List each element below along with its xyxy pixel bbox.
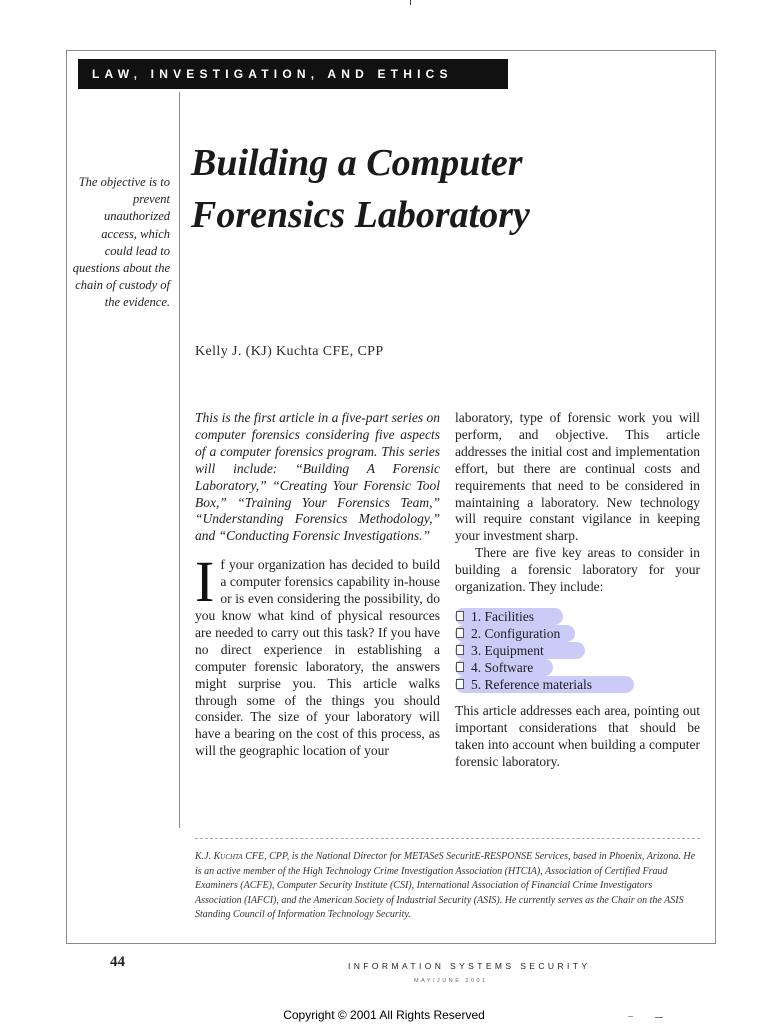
- body-left-text: f your organization has decided to build a computer forensics capability in-house or is even considering the possibility, do you know what kind of physical resources are needed to carry out this task? If you have no direct experience in establishing a computer forensic laboratory, the answers might surprise you. This article walks through some of the things you should consider. The size of your laboratory will have a bearing on the cost of this process, as will the geographic location of your: [195, 557, 440, 759]
- bio-text: CFE, CPP, is the National Director for METASeS SecuritE-RESPONSE Services, based in Phoenix, Arizona. He is an active member of the High Technology Crime Investigation Association (HTCIA), Association of Certified Fraud Examiners (ACFE), Computer Security Institute (CSI), International Association of Financial Crime Investigators Association (IAFCI), and the American Society of Industrial Security (ASIS). He currently serves as the Chair on the ASIS Standing Council of Information Technology Security.: [195, 851, 696, 920]
- journal-name: INFORMATION SYSTEMS SECURITY: [348, 961, 591, 971]
- body-paragraph-left: [195, 549, 440, 760]
- list-item-label: 3. Equipment: [471, 642, 544, 658]
- list-item: [455, 625, 700, 642]
- author-bio: [195, 850, 700, 923]
- list-item: [455, 642, 700, 659]
- key-areas-list: [455, 608, 700, 693]
- bio-divider: [195, 838, 700, 839]
- drop-cap: I: [195, 549, 215, 615]
- checkbox-icon: [456, 611, 464, 621]
- checkbox-icon: [456, 679, 464, 689]
- checkbox-icon: [456, 662, 464, 672]
- copyright-notice: Copyright © 2001 All Rights Reserved: [283, 1008, 485, 1022]
- body-paragraph-right-2: There are five key areas to consider in building a forensic laboratory for your organization. They include:: [455, 545, 700, 595]
- intro-paragraph: This is the first article in a five-part series on computer forensics considering five aspects of a computer forensics program. This series will include: “Building A Forensic Laboratory,” “Creating Your Forensic Tool Box,” “Training Your Forensics Team,” “Understanding Forensics Methodology,” and “Conducting Forensic Investigations.”: [195, 410, 440, 544]
- page-number: 44: [110, 954, 125, 970]
- list-item: [455, 676, 700, 693]
- title-line-2: Forensics Laboratory: [191, 194, 530, 236]
- sidebar-pull-quote: The objective is to prevent unauthorized access, which could lead to questions about the chain of custody of the evidence.: [72, 175, 170, 310]
- author-byline: Kelly J. (KJ) Kuchta CFE, CPP: [195, 344, 384, 359]
- bio-name: K.J. Kuchta: [195, 851, 243, 862]
- right-column: [455, 410, 700, 771]
- list-item-label: 4. Software: [471, 659, 534, 675]
- article-title: [191, 137, 691, 241]
- section-banner: LAW, INVESTIGATION, AND ETHICS: [78, 59, 508, 89]
- left-column: [195, 410, 440, 760]
- title-line-1: Building a Computer: [191, 142, 523, 184]
- corner-mark-2: [628, 1016, 633, 1017]
- checkbox-icon: [456, 628, 464, 638]
- issue-date: MAY/JUNE 2001: [414, 978, 488, 984]
- corner-mark: [655, 1017, 663, 1018]
- list-item-label: 2. Configuration: [471, 625, 561, 641]
- body-paragraph-right-3: This article addresses each area, pointing out important considerations that should be taken into account when building a computer forensic laboratory.: [455, 702, 700, 769]
- top-tick-mark: [410, 0, 411, 5]
- list-item: [455, 608, 700, 625]
- body-paragraph-right-1: laboratory, type of forensic work you will perform, and objective. This article addresses the initial cost and implementation effort, but there are continual costs and requirements that need to be considered in maintaining a laboratory. New technology will require constant vigilance in keeping your investment sharp.: [455, 410, 700, 544]
- checkbox-icon: [456, 645, 464, 655]
- list-item: [455, 659, 700, 676]
- list-item-label: 5. Reference materials: [471, 676, 593, 692]
- list-item-label: 1. Facilities: [471, 608, 534, 624]
- column-divider: [179, 92, 180, 828]
